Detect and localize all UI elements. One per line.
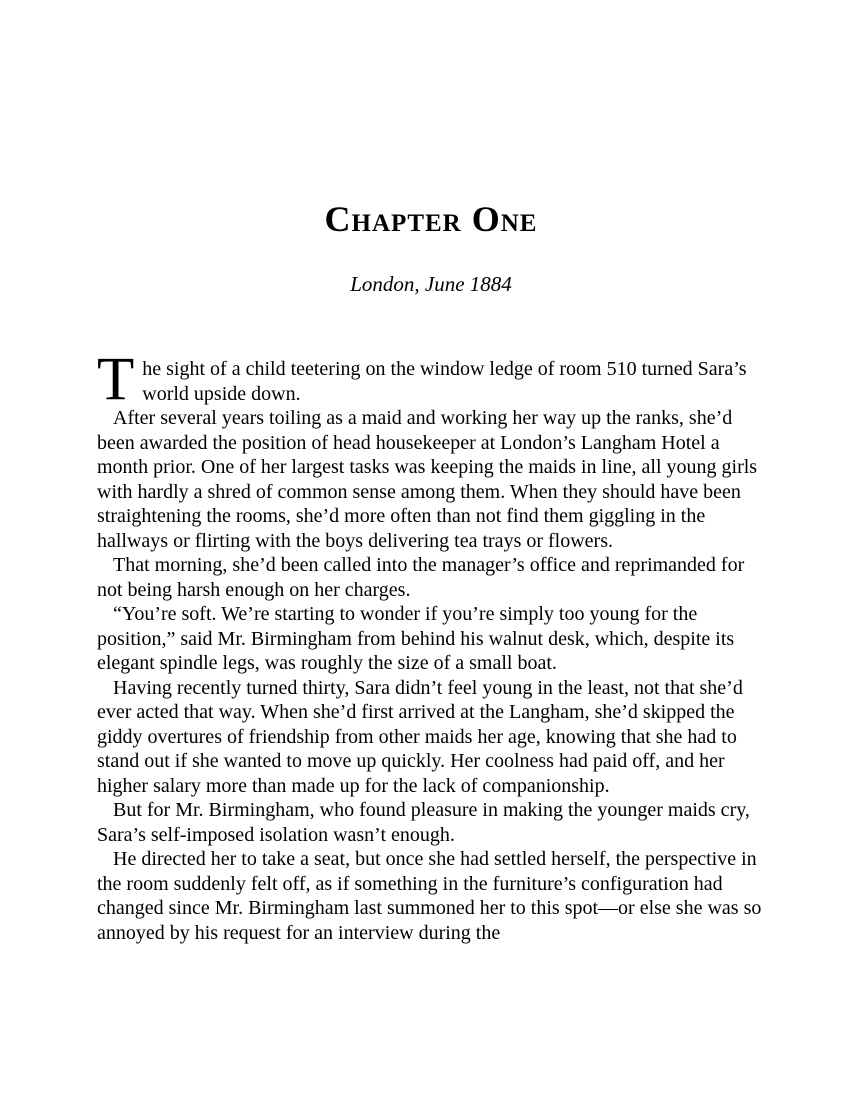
paragraph-opening-text: he sight of a child teetering on the window ledge of room 510 turned Sara’s world upside down. xyxy=(142,358,747,405)
chapter-title: Chapter One xyxy=(324,199,538,239)
paragraph: But for Mr. Birmingham, who found pleasure in making the younger maids cry, Sara’s self-imposed isolation wasn’t enough. xyxy=(97,799,750,846)
drop-cap: T xyxy=(97,346,135,413)
paragraph: He directed her to take a seat, but once she had settled herself, the perspective in the room suddenly felt off, as if something in the furniture’s configuration had changed since Mr. Birmingham last summoned her to this spot—or else she was so annoyed by his request for an interview during the xyxy=(97,848,762,944)
paragraph: After several years toiling as a maid and working her way up the ranks, she’d been awarded the position of head housekeeper at London’s Langham Hotel a month prior. One of her largest tasks was keeping the maids in line, all young girls with hardly a shred of common sense among them. When they should have been straightening the rooms, she’d more often than not find them giggling in the hallways or flirting with the boys delivering tea trays or flowers. xyxy=(97,407,758,552)
chapter-dateline: London, June 1884 xyxy=(350,272,512,296)
paragraph-opening xyxy=(97,346,767,413)
paragraph: That morning, she’d been called into the manager’s office and reprimanded for not being harsh enough on her charges. xyxy=(97,554,745,601)
paragraph: “You’re soft. We’re starting to wonder if you’re simply too young for the position,” said Mr. Birmingham from behind his walnut desk, which, despite its elegant spindle legs, was roughly the size of a small boat. xyxy=(97,603,735,674)
paragraph: Having recently turned thirty, Sara didn’t feel young in the least, not that she’d ever acted that way. When she’d first arrived at the Langham, she’d skipped the giddy overtures of friendship from other maids her age, knowing that she had to stand out if she wanted to move up quickly. Her coolness had paid off, and her higher salary more than made up for the lack of companionship. xyxy=(97,676,743,797)
body-text xyxy=(97,346,767,945)
